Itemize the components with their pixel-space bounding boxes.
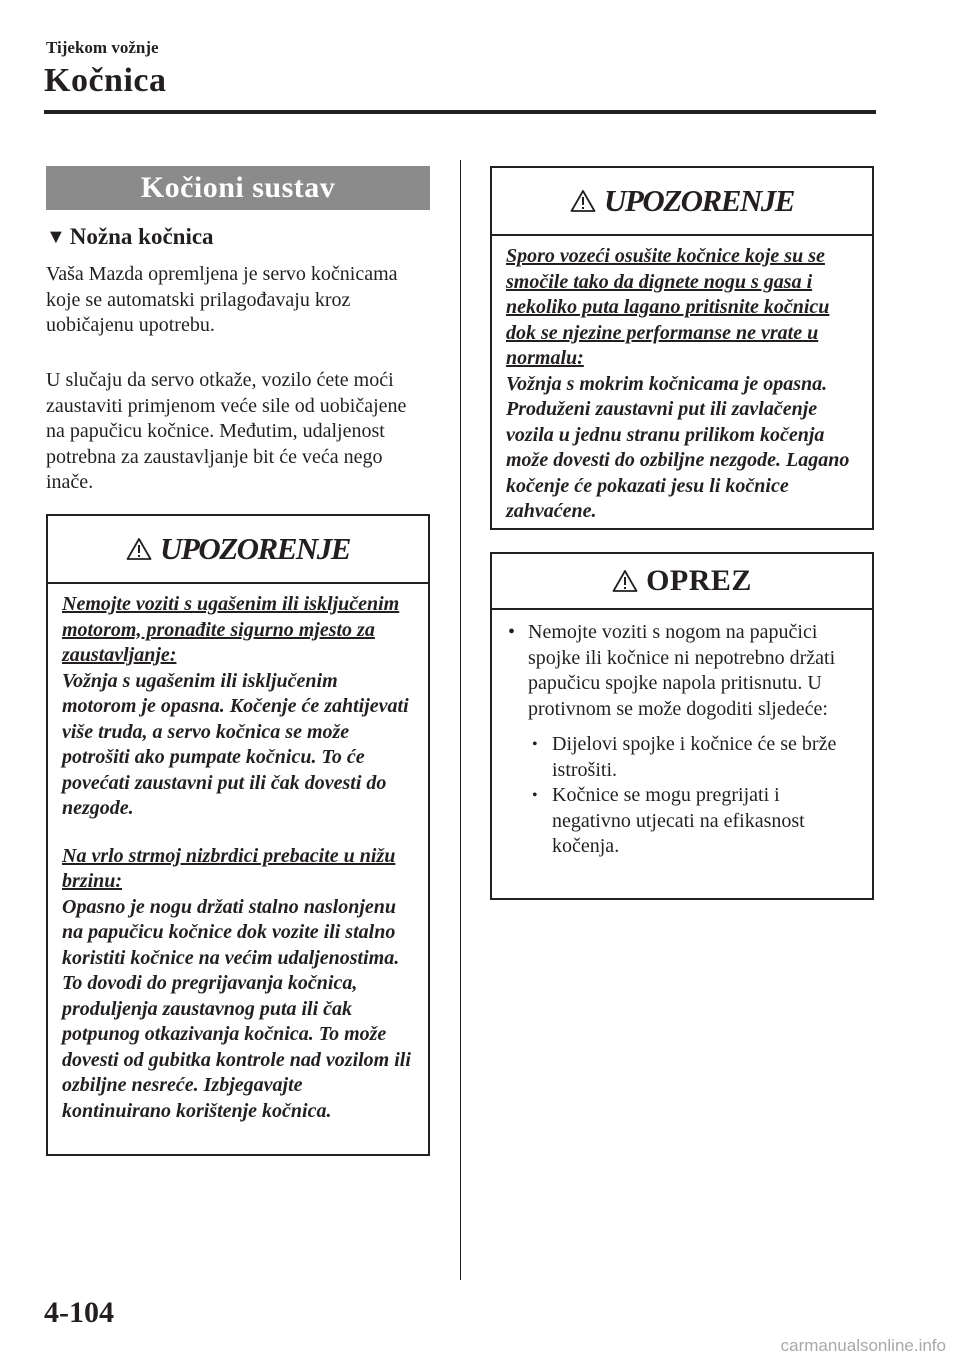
caution-label: OPREZ <box>646 564 752 597</box>
caution-sub-item: • Dijelovi spojke i kočnice će se brže istrošiti. <box>528 732 858 783</box>
page-number: 4-104 <box>44 1296 114 1329</box>
warning-box-left <box>46 514 430 1156</box>
intro-paragraph: Vaša Mazda opremljena je servo kočnicama koje se automatski prilagođavaju kroz uobičajenu upotrebu. <box>46 263 398 336</box>
warning-triangle-icon <box>126 537 152 561</box>
subheading-text: Nožna kočnica <box>69 224 214 249</box>
warning-title-1: Nemojte voziti s ugašenim ili isključenim motorom, pronađite sigurno mjesto za zaustavljanje: <box>62 593 400 666</box>
watermark: carmanualsonline.info <box>780 1336 946 1355</box>
warning-body-right <box>492 236 872 535</box>
warning-triangle-icon <box>570 189 596 213</box>
warning-text-1: Vožnja s ugašenim ili isključenim motorom je opasna. Kočenje će zahtijevati više truda, a servo kočnica se može potrošiti ako pumpate kočnicu. To će povećati zaustavni put ili čak dovesti do nezgode. <box>62 669 409 819</box>
subheading <box>46 224 214 250</box>
warning-text-2: Opasno je nogu držati stalno naslonjenu na papučicu kočnice dok vozite ili stalno koristiti kočnice na većim udaljenostima. To dovodi do pregrijavanja kočnica, produljenja zaustavnog puta ili čak potpunog otkazivanja kočnica. To može dovesti od gubitka kontrole nad vozilom ili ozbiljne nesreće. Izbjegavajte kontinuirano korištenje kočnica. <box>62 895 411 1122</box>
caution-item <box>506 620 858 860</box>
warning-label-right: UPOZORENJE <box>604 183 794 218</box>
page-title: Kočnica <box>44 62 167 99</box>
warning-title-2: Na vrlo strmoj nizbrdici prebacite u nižu brzinu: <box>62 844 396 892</box>
caution-list <box>506 620 858 860</box>
breadcrumb: Tijekom vožnje <box>46 38 159 57</box>
warning-box-right <box>490 166 874 530</box>
caution-header <box>492 554 872 610</box>
caution-box <box>490 552 874 900</box>
section-title: Kočioni sustav <box>140 171 336 204</box>
column-divider <box>460 160 461 1280</box>
warning-header-right <box>492 168 872 236</box>
caution-sub-item: • Kočnice se mogu pregrijati i negativno utjecati na efikasnost kočenja. <box>528 783 858 860</box>
warning-label: UPOZORENJE <box>160 531 350 566</box>
warning-body <box>48 584 428 1134</box>
caution-triangle-icon <box>612 569 638 593</box>
failure-paragraph: U slučaju da servo otkaže, vozilo ćete moći zaustaviti primjenom veće sile od uobičajene na papučicu kočnice. Međutim, udaljenost potrebna za zaustavljanje bit će veća nego inače. <box>46 369 407 493</box>
warning-title-right: Sporo vozeći osušite kočnice koje su se smočile tako da dignete nogu s gasa i nekoliko puta lagano pritisnite kočnicu dok se njezine performanse ne vrate u normalu: <box>506 245 830 369</box>
triangle-down-icon: ▼ <box>46 225 66 248</box>
caution-item-text: Nemojte voziti s nogom na papučici spojke ili kočnice ni nepotrebno držati papučicu spojke napola pritisnutu. U protivnom se može dogoditi sljedeće: <box>528 621 836 720</box>
caution-body <box>492 610 872 870</box>
warning-text-right: Vožnja s mokrim kočnicama je opasna. Produženi zaustavni put ili zavlačenje vozila u jednu stranu prilikom kočenja može dovesti do ozbiljne nezgode. Lagano kočenje će pokazati jesu li kočnice zahvaćene. <box>506 372 850 522</box>
title-rule <box>44 110 876 114</box>
warning-header <box>48 516 428 584</box>
section-banner <box>46 166 430 210</box>
caution-sub-list <box>528 732 858 860</box>
